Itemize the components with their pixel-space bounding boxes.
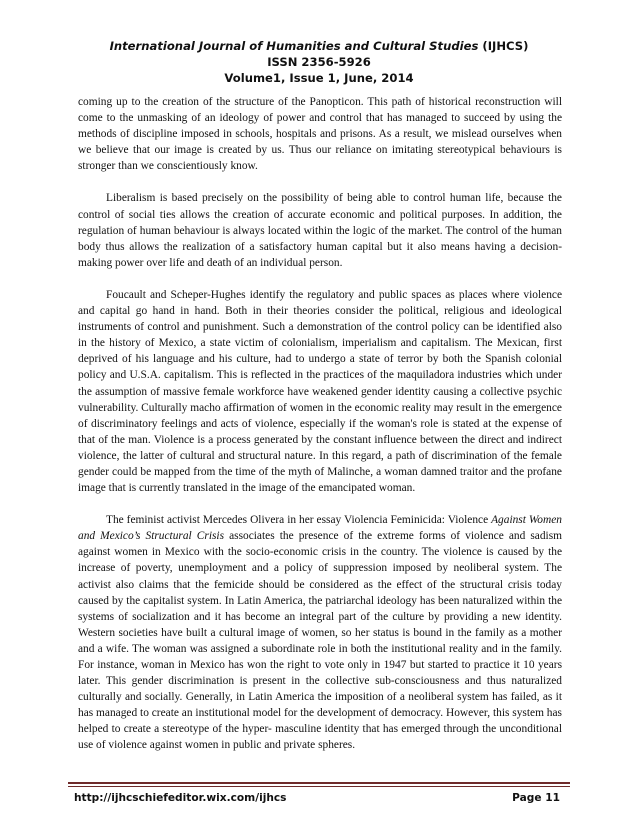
article-body bbox=[78, 94, 562, 754]
paragraph-4-intro: The feminist activist Mercedes Olivera in her essay Violencia Feminicida: Violence bbox=[106, 514, 492, 527]
journal-issn: ISSN 2356-5926 bbox=[267, 55, 371, 69]
paragraph-4-rest: associates the presence of the extreme forms of violence and sadism against women in Mexico with the socio-economic crisis in the country. The violence is caused by the increase of poverty, unemployment and a policy of suppression imposed by neoliberal system. The activist also claims that the femicide should be considered as the effect of the structural crisis today caused by the capitalist system. In Latin America, the patriarchal ideology has been naturalized within the systems of socialization and it has become an integral part of the culture by providing a new identity. Western societies have built a cultural image of women, so her status is bound in the family as a mother and a wife. The woman was assigned a subordinate role in both the institutional reality and in the family. For instance, woman in Mexico has won the right to vote only in 1947 but started to practice it 10 years later. This gender discrimination is present in the collective sub-consciousness and thus naturalized culturally and socially. Generally, in Latin America the imposition of a neoliberal system has failed, as it has managed to create an institutional model for the development of democracy. However, this system has helped to create a stereotype of the hyper- masculine identity that has emerged through the unconditional use of violence against women in public and private spheres. bbox=[78, 530, 562, 752]
paragraph-2: Liberalism is based precisely on the possibility of being able to control human life, because the control of social ties allows the creation of accurate economic and political purposes. In addition, the regulation of human behaviour is always located within the logic of the market. The control of the human body thus allows the realization of a satisfactory human capital but it also means having a decision-making power over life and death of an individual person. bbox=[78, 192, 562, 269]
journal-title: International Journal of Humanities and Cultural Studies bbox=[109, 39, 479, 53]
footer-rule bbox=[68, 782, 570, 784]
essay-title-italic: Against Women and Mexico’s Structural Crisis bbox=[78, 514, 562, 543]
page-number: Page 11 bbox=[512, 792, 560, 804]
paragraph-1: coming up to the creation of the structure of the Panopticon. This path of historical reconstruction will come to the unmasking of an ideology of power and control that has managed to succeed by using the methods of discipline imposed in schools, hospitals and prisons. As a result, we mislead ourselves when we believe that our image is created by us. Thus our reliance on imitating stereotypical behaviours is stronger than we conscientiously know. bbox=[78, 96, 562, 173]
paragraph-4 bbox=[78, 512, 562, 753]
journal-title-line bbox=[40, 38, 598, 54]
journal-abbrev: (IJHCS) bbox=[482, 39, 529, 53]
paragraph-3: Foucault and Scheper-Hughes identify the regulatory and public spaces as places where violence and capital go hand in hand. Both in their theories consider the political, religious and ideological instruments of control and punishment. Such a demonstration of the control policy can be identified also in the history of Mexico, a state victim of colonialism, imperialism and capitalism. The Mexican, first deprived of his language and his culture, had to undergo a state of terror by both the Spanish colonial policy and U.S.A. capitalism. This is reflected in the practices of the maquiladora industries which under the assumption of massive female workforce have weakened gender identity causing a collective psychic vulnerability. Culturally macho affirmation of women in the economic reality may result in the emergence of discriminatory feelings and acts of violence, especially if the woman's role is stated at the expense of that of the man. Violence is a process generated by the constant influence between the direct and indirect violence, the latter of cultural and structural nature. In this regard, a path of discrimination of the female gender could be mapped from the time of the myth of Malinche, a woman damned traitor and the profane image that is currently translated in the image of the emancipated woman. bbox=[78, 288, 562, 495]
footer-url-link[interactable]: http://ijhcschiefeditor.wix.com/ijhcs bbox=[74, 792, 287, 804]
journal-header bbox=[40, 38, 598, 86]
journal-volume: Volume1, Issue 1, June, 2014 bbox=[224, 71, 414, 85]
footer-rule-thin bbox=[68, 786, 570, 787]
